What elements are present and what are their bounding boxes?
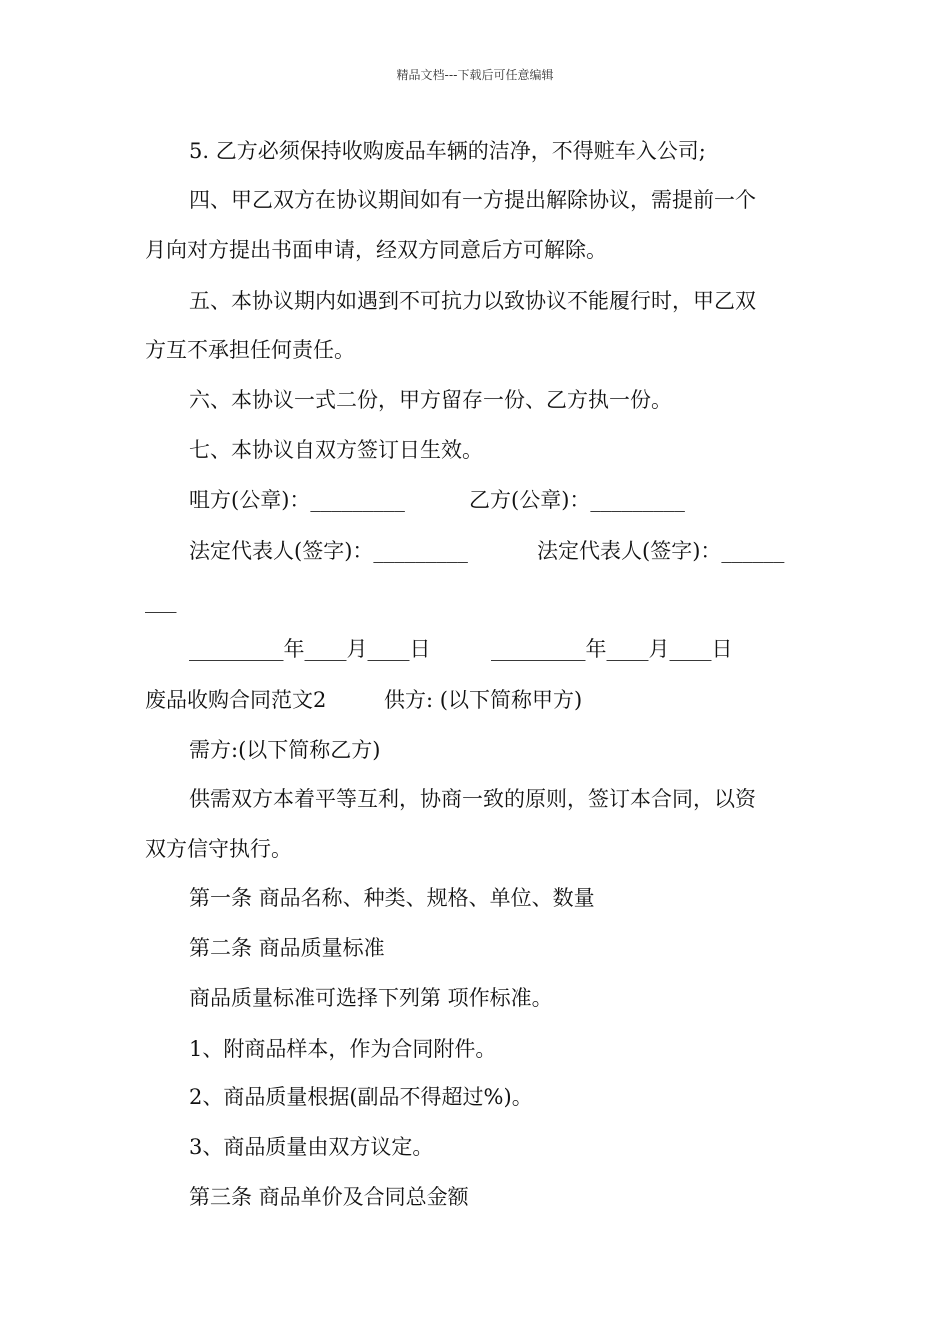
buyer-line: 需方:(以下简称乙方): [189, 738, 381, 762]
clause-seven: 七、本协议自双方签订日生效。: [189, 438, 483, 462]
party-b-representative: 法定代表人(签字)：______: [537, 539, 785, 563]
party-b-seal: 乙方(公章)：_________: [469, 488, 685, 512]
clause-six: 六、本协议一式二份，甲方留存一份、乙方执一份。: [189, 388, 672, 412]
page-header: 精品文档---下载后可任意编辑: [396, 68, 554, 82]
clause-four-line-2: 月向对方提出书面申请，经双方同意后方可解除。: [145, 238, 607, 262]
preamble-line-1: 供需双方本着平等互利，协商一致的原则，签订本合同，以资: [189, 787, 756, 811]
quality-option-2: 2、商品质量根据(副品不得超过%)。: [189, 1085, 533, 1109]
signature-line-continuation: ___: [145, 589, 177, 613]
clause-five-line-1: 五、本协议期内如遇到不可抗力以致协议不能履行时，甲乙双: [189, 289, 756, 313]
party-a-date: _________年____月____日: [189, 637, 431, 661]
quality-option-3: 3、商品质量由双方议定。: [189, 1135, 434, 1159]
party-a-seal: 咀方(公章)：_________: [189, 488, 405, 512]
quality-option-1: 1、附商品样本，作为合同附件。: [189, 1037, 497, 1061]
party-a-representative: 法定代表人(签字)：_________: [189, 539, 468, 563]
supplier-line: 供方: (以下简称甲方): [384, 688, 583, 712]
article-three: 第三条 商品单价及合同总金额: [189, 1185, 469, 1209]
clause-four-line-1: 四、甲乙双方在协议期间如有一方提出解除协议，需提前一个: [189, 188, 756, 212]
document-title: 废品收购合同范文2: [145, 688, 327, 712]
article-one: 第一条 商品名称、种类、规格、单位、数量: [189, 886, 595, 910]
clause-five-line-2: 方互不承担任何责任。: [145, 338, 355, 362]
preamble-line-2: 双方信守执行。: [145, 837, 292, 861]
party-b-date: _________年____月____日: [491, 637, 733, 661]
quality-standard-intro: 商品质量标准可选择下列第 项作标准。: [189, 986, 553, 1010]
clause-5: 5. 乙方必须保持收购废品车辆的洁净，不得赃车入公司;: [189, 139, 706, 163]
article-two: 第二条 商品质量标准: [189, 936, 385, 960]
